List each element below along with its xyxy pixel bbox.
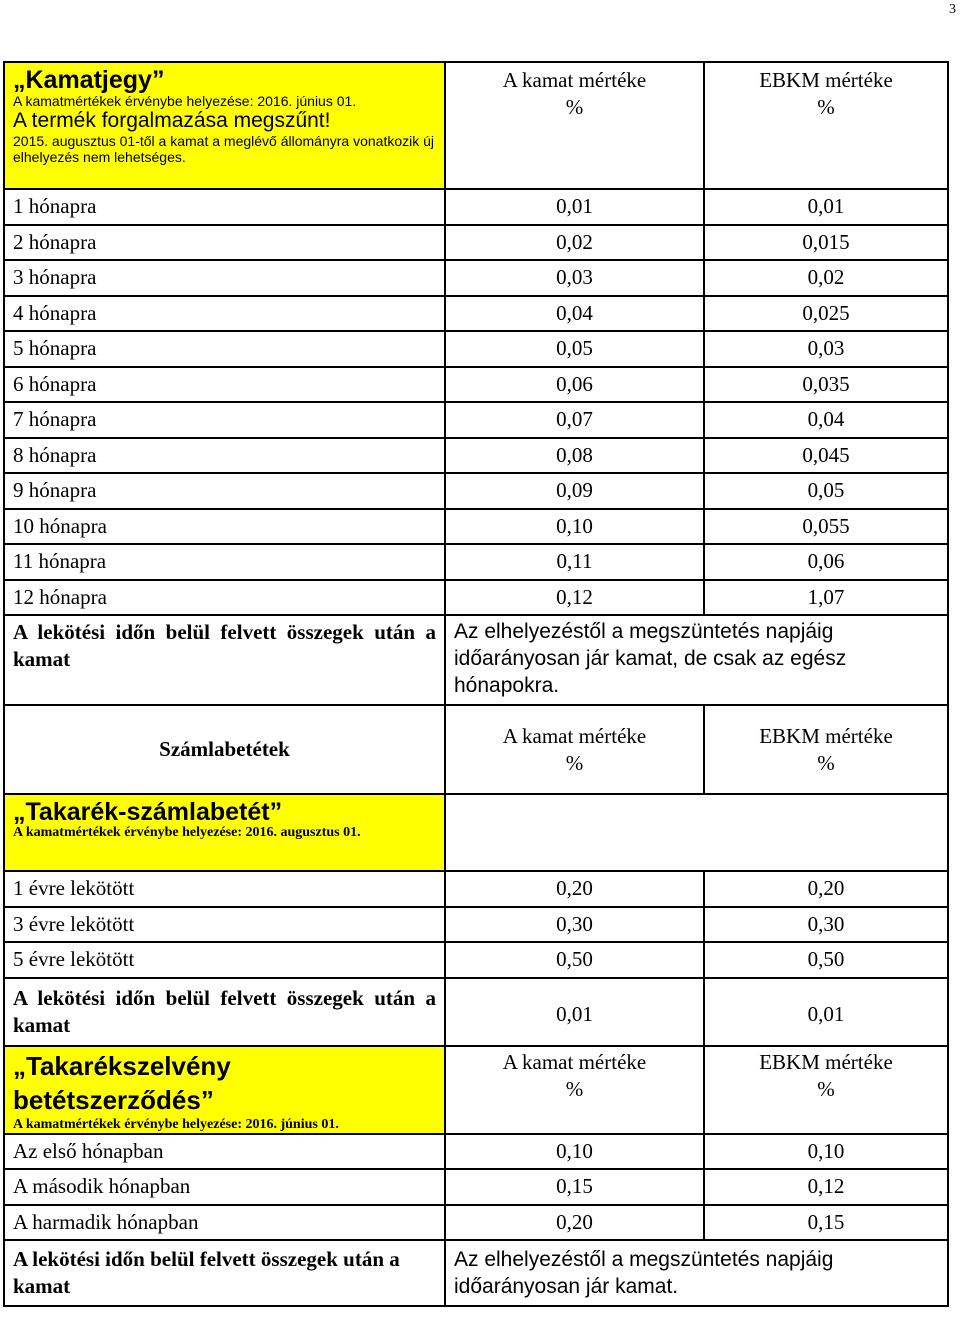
rate-header-unit: % [565,95,584,119]
interest-rate-table [3,61,949,1307]
takarek-szamlabetet-effective-date: A kamatmértékek érvénybe helyezése: 2016. augusztus 01. [13,825,361,840]
term-label: 4 hónapra [4,296,445,332]
szamlabetetek-header-row [4,705,948,794]
rate-value: 0,04 [445,296,704,332]
ebkm-value: 0,50 [704,942,948,978]
table-row [4,402,948,438]
table-row [4,1205,948,1241]
table-row [4,1169,948,1205]
table-row [4,907,948,943]
ebkm-value: 1,07 [704,580,948,616]
takarekszelveny-within-term-row [4,1240,948,1306]
term-label: 1 hónapra [4,189,445,225]
rate-header-unit: % [565,1076,584,1101]
takarek-szamlabetet-title-row [4,794,948,871]
rate-value: 0,06 [445,367,704,403]
term-label: 10 hónapra [4,509,445,545]
rate-value: 0,01 [445,189,704,225]
term-label: A második hónapban [4,1169,445,1205]
rate-value: 0,20 [445,871,704,907]
takarek-szamlabetet-within-term-row [4,978,948,1046]
term-label: A harmadik hónapban [4,1205,445,1241]
rate-value: 0,10 [445,509,704,545]
table-row [4,509,948,545]
term-label: 8 hónapra [4,438,445,474]
szamlabetet-ebkm-header [704,705,948,794]
rate-header-label: A kamat mértéke [502,723,647,748]
rate-value: 0,20 [445,1205,704,1241]
within-term-note: Az elhelyezéstől a megszüntetés napjáig időarányosan jár kamat. [445,1240,948,1306]
table-row [4,296,948,332]
rate-header-unit: % [565,750,584,775]
ebkm-value: 0,05 [704,473,948,509]
ebkm-header-label: EBKM mértéke [759,1049,893,1074]
takarekszelveny-title-cell [4,1046,445,1134]
ebkm-value: 0,01 [704,978,948,1046]
ebkm-header-unit: % [817,750,835,775]
kamatjegy-rate-header [445,62,704,189]
rate-header-label: A kamat mértéke [502,68,647,92]
ebkm-value: 0,12 [704,1169,948,1205]
term-label: Az első hónapban [4,1134,445,1170]
term-label: 3 hónapra [4,260,445,296]
ebkm-header-unit: % [817,95,835,119]
rate-value: 0,09 [445,473,704,509]
ebkm-value: 0,035 [704,367,948,403]
kamatjegy-ebkm-header [704,62,948,189]
term-label: 6 hónapra [4,367,445,403]
table-row [4,942,948,978]
ebkm-value: 0,01 [704,189,948,225]
ebkm-value: 0,30 [704,907,948,943]
rate-value: 0,03 [445,260,704,296]
ebkm-value: 0,045 [704,438,948,474]
rate-header-label: A kamat mértéke [502,1049,647,1074]
table-row [4,260,948,296]
kamatjegy-title-cell [4,62,445,189]
rate-value: 0,30 [445,907,704,943]
table-row [4,580,948,616]
takarekszelveny-effective-date: A kamatmértékek érvénybe helyezése: 2016. június 01. [13,1116,339,1132]
kamatjegy-discontinued-notice: A termék forgalmazása megszűnt! [13,109,331,132]
section-title: Számlabetétek [4,705,445,794]
ebkm-header-label: EBKM mértéke [759,68,893,92]
table-row [4,473,948,509]
term-label: 2 hónapra [4,225,445,261]
ebkm-header-unit: % [817,1076,835,1101]
page-number: 3 [949,2,956,17]
term-label: 5 hónapra [4,331,445,367]
takarekszelveny-ebkm-header [704,1046,948,1134]
table-row [4,871,948,907]
term-label: 1 évre lekötött [4,871,445,907]
rate-value: 0,08 [445,438,704,474]
within-term-label: A lekötési időn belül felvett összegek után a kamat [4,978,445,1046]
rate-value: 0,01 [445,978,704,1046]
rate-value: 0,12 [445,580,704,616]
table-row [4,189,948,225]
takarekszelveny-title-line2: betétszerződés” [13,1084,214,1115]
table-row [4,544,948,580]
rate-value: 0,50 [445,942,704,978]
table-row [4,1134,948,1170]
empty-cell [445,794,948,871]
term-label: 7 hónapra [4,402,445,438]
within-term-note: Az elhelyezéstől a megszüntetés napjáig időarányosan jár kamat, de csak az egész hónapokra. [445,615,948,705]
kamatjegy-header-row [4,62,948,189]
rate-value: 0,10 [445,1134,704,1170]
ebkm-value: 0,04 [704,402,948,438]
szamlabetet-rate-header [445,705,704,794]
table-row [4,331,948,367]
table-row [4,225,948,261]
takarekszelveny-rate-header [445,1046,704,1134]
rate-value: 0,11 [445,544,704,580]
ebkm-value: 0,15 [704,1205,948,1241]
takarek-szamlabetet-title-cell [4,794,445,871]
rate-value: 0,07 [445,402,704,438]
rate-value: 0,02 [445,225,704,261]
ebkm-value: 0,055 [704,509,948,545]
term-label: 11 hónapra [4,544,445,580]
ebkm-value: 0,025 [704,296,948,332]
kamatjegy-effective-date: A kamatmértékek érvénybe helyezése: 2016. június 01. [13,93,357,109]
within-term-label: A lekötési időn belül felvett összegek után a kamat [4,615,445,705]
ebkm-header-label: EBKM mértéke [759,723,893,748]
ebkm-value: 0,02 [704,260,948,296]
rate-value: 0,15 [445,1169,704,1205]
takarek-szamlabetet-title: „Takarék-számlabetét” [13,798,283,826]
kamatjegy-title: „Kamatjegy” [13,66,165,94]
table-row [4,367,948,403]
takarekszelveny-header-row [4,1046,948,1134]
rate-value: 0,05 [445,331,704,367]
ebkm-value: 0,03 [704,331,948,367]
ebkm-value: 0,10 [704,1134,948,1170]
table-row [4,438,948,474]
ebkm-value: 0,20 [704,871,948,907]
within-term-label: A lekötési időn belül felvett összegek után a kamat [4,1240,445,1306]
kamatjegy-note: 2015. augusztus 01-től a kamat a meglévő állományra vonatkozik új elhelyezés nem lehetséges. [13,133,435,165]
term-label: 3 évre lekötött [4,907,445,943]
kamatjegy-within-term-row [4,615,948,705]
term-label: 9 hónapra [4,473,445,509]
ebkm-value: 0,06 [704,544,948,580]
term-label: 5 évre lekötött [4,942,445,978]
term-label: 12 hónapra [4,580,445,616]
takarekszelveny-title-line1: „Takarékszelvény [13,1050,231,1081]
ebkm-value: 0,015 [704,225,948,261]
